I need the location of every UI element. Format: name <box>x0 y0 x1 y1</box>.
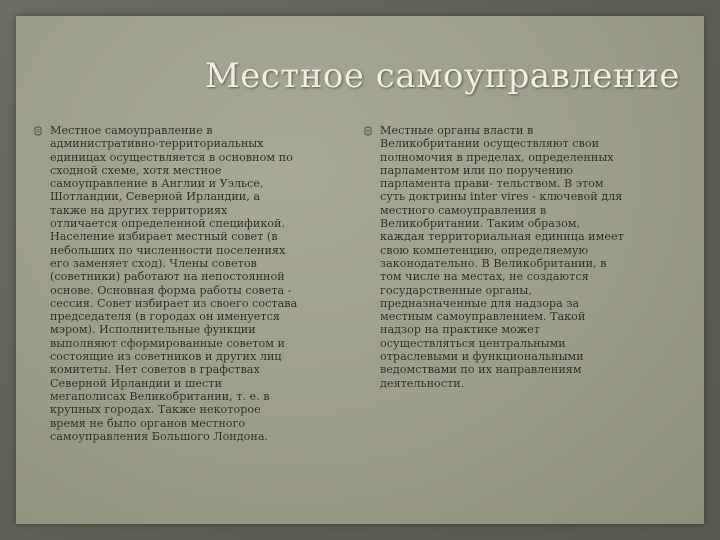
right-column-text: Местные органы власти в Великобритании осуществляют свои полномочия в пределах, определенных парламентом или по поручению парламента прави- тельством. В этом суть доктрины inter vires - ключевой для местного самоуправления в Великобритании. Таким образом, каждая территориальная единица имеет свою компетенцию, определяемую законодательно. В Великобритании, в том числе на местах, не создаются государственные органы, предназначенные для надзора за местным самоуправлением. Такой надзор на практике может осуществляться центральными отраслевыми и функциональными ведомствами по их направлениям деятельности. <box>380 124 624 390</box>
slide-title: Местное самоуправление <box>204 56 680 96</box>
right-column <box>380 124 680 390</box>
scroll-bullet-icon <box>363 126 373 136</box>
left-column <box>50 124 336 443</box>
left-column-text: Местное самоуправление в административно-территориальных единицах осуществляется в основном по сходной схеме, хотя местное самоуправление в Англии и Уэльсе, Шотландии, Северной Ирландии, а также на других территориях отличается определенной спецификой. Население избирает местный совет (в небольших по численности поселениях его заменяет сход). Члены советов (советники) работают на непостоянной основе. Основная форма работы совета - сессия. Совет избирает из своего состава председателя (в городах он именуется мэром). Исполнительные функции выполняют сформированные советом и состоящие из советников и других лиц комитеты. Нет советов в графствах Северной Ирландии и шести мегаполисах Великобритании, т. е. в крупных городах. Также некоторое время не было органов местного самоуправления Большого Лондона. <box>50 124 298 443</box>
scroll-bullet-icon <box>33 126 43 136</box>
